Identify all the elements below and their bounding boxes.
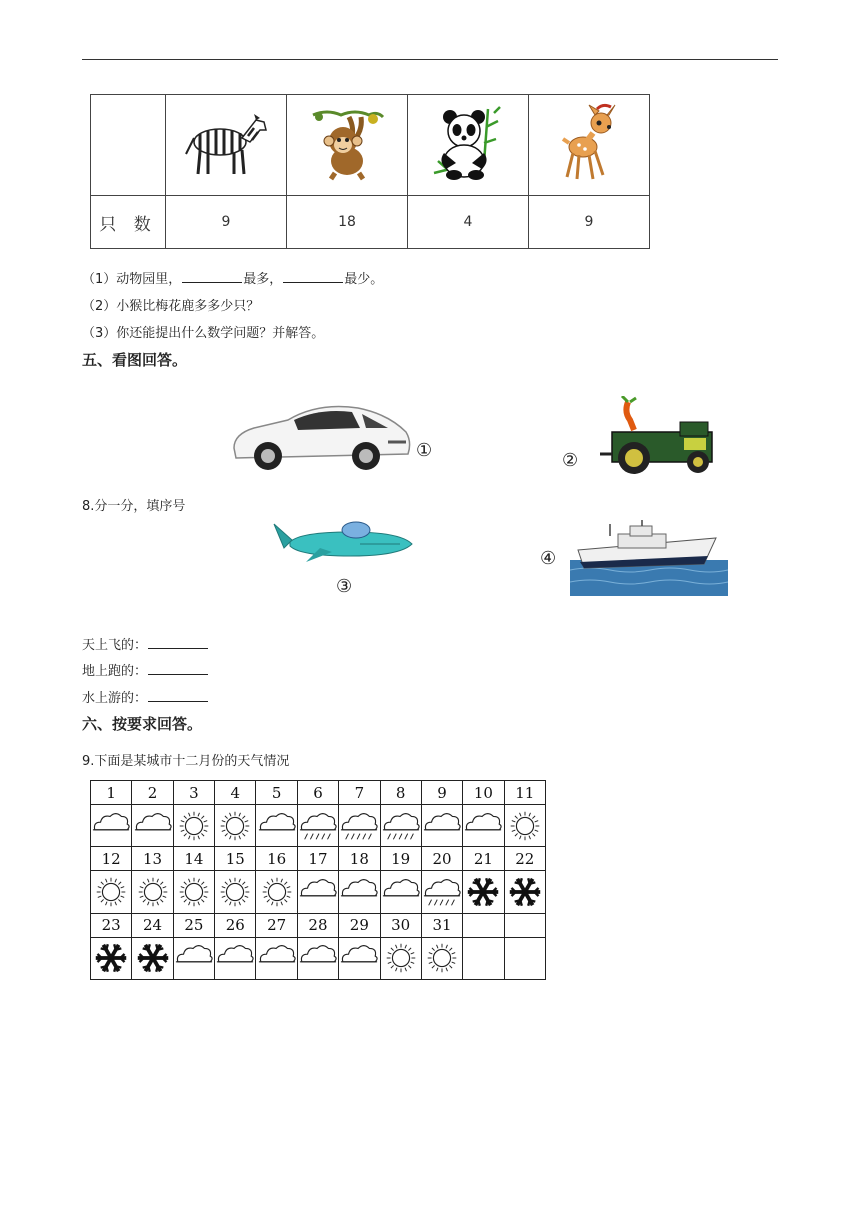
weather-date-cell: 25 bbox=[173, 913, 214, 937]
weather-date-cell: 18 bbox=[339, 847, 380, 871]
weather-icon-cell bbox=[421, 871, 462, 913]
monkey-icon bbox=[307, 105, 387, 181]
cloudy-icon bbox=[257, 808, 297, 844]
weather-icon-cell bbox=[91, 937, 132, 979]
weather-date-cell: 7 bbox=[339, 781, 380, 805]
tractor-icon bbox=[594, 396, 720, 476]
question-1-text-a: （1）动物园里， bbox=[82, 272, 182, 287]
car-icon bbox=[228, 398, 414, 474]
question-3: （3）你还能提出什么数学问题？并解答。 bbox=[82, 326, 325, 341]
section-6-title: 六、按要求回答。 bbox=[82, 715, 203, 733]
question-1 bbox=[82, 268, 383, 287]
weather-date-cell: 6 bbox=[297, 781, 338, 805]
problem-8: 8.分一分，填序号 bbox=[82, 499, 186, 514]
weather-date-cell: 22 bbox=[504, 847, 545, 871]
sunny-icon bbox=[505, 808, 545, 844]
monkey-count: 18 bbox=[287, 196, 408, 249]
weather-date-cell: 24 bbox=[132, 913, 173, 937]
cloudy-icon bbox=[339, 940, 379, 976]
label-3: ③ bbox=[336, 576, 353, 597]
question-1-text-c: 最少。 bbox=[344, 272, 384, 287]
answer-blank[interactable] bbox=[182, 269, 242, 283]
weather-date-row bbox=[91, 781, 546, 805]
sunny-icon bbox=[174, 808, 214, 844]
weather-icon-cell bbox=[132, 937, 173, 979]
weather-date-cell bbox=[504, 913, 545, 937]
weather-icon-cell bbox=[173, 871, 214, 913]
ship-icon bbox=[570, 520, 728, 596]
weather-date-cell: 2 bbox=[132, 781, 173, 805]
weather-icon-cell bbox=[215, 805, 256, 847]
weather-date-cell: 27 bbox=[256, 913, 297, 937]
weather-icon-cell bbox=[504, 871, 545, 913]
answer-blank[interactable] bbox=[148, 635, 208, 649]
weather-date-cell: 29 bbox=[339, 913, 380, 937]
weather-date-cell: 10 bbox=[463, 781, 504, 805]
weather-date-cell: 20 bbox=[421, 847, 462, 871]
weather-icon-cell bbox=[463, 871, 504, 913]
weather-date-cell: 31 bbox=[421, 913, 462, 937]
weather-date-cell: 30 bbox=[380, 913, 421, 937]
weather-icon-cell bbox=[256, 871, 297, 913]
weather-date-cell: 8 bbox=[380, 781, 421, 805]
rainy-icon bbox=[298, 808, 338, 844]
panda-icon bbox=[428, 103, 508, 183]
answer-fly-label: 天上飞的： bbox=[82, 638, 148, 653]
sunny-icon bbox=[257, 874, 297, 910]
weather-date-cell: 3 bbox=[173, 781, 214, 805]
deer-cell bbox=[529, 95, 650, 196]
question-1-text-b: 最多， bbox=[243, 272, 283, 287]
sunny-icon bbox=[174, 874, 214, 910]
weather-date-cell: 4 bbox=[215, 781, 256, 805]
weather-icon-cell bbox=[380, 937, 421, 979]
weather-date-cell: 5 bbox=[256, 781, 297, 805]
zebra-cell bbox=[166, 95, 287, 196]
weather-icon-cell bbox=[91, 805, 132, 847]
snowy-icon bbox=[505, 874, 545, 910]
cloudy-icon bbox=[174, 940, 214, 976]
weather-icon-row bbox=[91, 937, 546, 979]
question-2: （2）小猴比梅花鹿多多少只？ bbox=[82, 299, 260, 314]
rainy-icon bbox=[339, 808, 379, 844]
sunny-icon bbox=[215, 874, 255, 910]
weather-date-cell bbox=[463, 913, 504, 937]
table-corner-cell bbox=[91, 95, 166, 196]
weather-icon-cell bbox=[463, 937, 504, 979]
weather-icon-cell bbox=[339, 805, 380, 847]
weather-icon-cell bbox=[380, 871, 421, 913]
answer-swim-label: 水上游的： bbox=[82, 691, 148, 706]
monkey-cell bbox=[287, 95, 408, 196]
weather-date-cell: 13 bbox=[132, 847, 173, 871]
cloudy-icon bbox=[298, 940, 338, 976]
sunny-icon bbox=[215, 808, 255, 844]
weather-icon-cell bbox=[173, 937, 214, 979]
zebra-icon bbox=[180, 108, 272, 178]
weather-date-cell: 17 bbox=[297, 847, 338, 871]
weather-icon-cell bbox=[215, 871, 256, 913]
weather-icon-cell bbox=[380, 805, 421, 847]
sunny-icon bbox=[422, 940, 462, 976]
weather-date-cell: 9 bbox=[421, 781, 462, 805]
weather-date-cell: 1 bbox=[91, 781, 132, 805]
label-2: ② bbox=[562, 450, 579, 471]
weather-date-row bbox=[91, 913, 546, 937]
weather-icon-cell bbox=[173, 805, 214, 847]
airplane-icon bbox=[270, 518, 416, 564]
weather-date-cell: 15 bbox=[215, 847, 256, 871]
weather-icon-cell bbox=[421, 805, 462, 847]
snowy-icon bbox=[463, 874, 503, 910]
cloudy-icon bbox=[381, 874, 421, 910]
weather-calendar bbox=[90, 780, 546, 980]
weather-date-cell: 12 bbox=[91, 847, 132, 871]
label-1: ① bbox=[416, 440, 433, 461]
weather-icon-cell bbox=[297, 937, 338, 979]
sunny-icon bbox=[133, 874, 173, 910]
animal-count-table bbox=[90, 94, 650, 249]
weather-icon-cell bbox=[132, 871, 173, 913]
weather-icon-cell bbox=[421, 937, 462, 979]
panda-cell bbox=[408, 95, 529, 196]
zebra-count: 9 bbox=[166, 196, 287, 249]
weather-icon-cell bbox=[297, 805, 338, 847]
section-5-title: 五、看图回答。 bbox=[82, 351, 188, 369]
weather-icon-cell bbox=[256, 805, 297, 847]
weather-icon-cell bbox=[504, 805, 545, 847]
answer-swim bbox=[82, 687, 209, 706]
weather-date-cell: 14 bbox=[173, 847, 214, 871]
deer-icon bbox=[553, 103, 625, 183]
count-label-cell bbox=[91, 196, 166, 249]
weather-date-row bbox=[91, 847, 546, 871]
answer-fly bbox=[82, 634, 209, 653]
header-rule bbox=[82, 59, 778, 60]
cloudy-icon bbox=[215, 940, 255, 976]
weather-icon-cell bbox=[132, 805, 173, 847]
cloudy-icon bbox=[339, 874, 379, 910]
snowy-icon bbox=[91, 940, 131, 976]
cloudy-icon bbox=[422, 808, 462, 844]
cloudy-icon bbox=[133, 808, 173, 844]
weather-icon-cell bbox=[256, 937, 297, 979]
weather-date-cell: 28 bbox=[297, 913, 338, 937]
answer-blank[interactable] bbox=[148, 688, 208, 702]
sunny-icon bbox=[91, 874, 131, 910]
weather-date-cell: 23 bbox=[91, 913, 132, 937]
cloudy-icon bbox=[463, 808, 503, 844]
weather-date-cell: 21 bbox=[463, 847, 504, 871]
weather-icon-cell bbox=[339, 871, 380, 913]
weather-date-cell: 26 bbox=[215, 913, 256, 937]
weather-icon-cell bbox=[297, 871, 338, 913]
weather-icon-cell bbox=[215, 937, 256, 979]
weather-icon-row bbox=[91, 805, 546, 847]
problem-9: 9.下面是某城市十二月份的天气情况 bbox=[82, 754, 290, 769]
answer-blank[interactable] bbox=[283, 269, 343, 283]
answer-run bbox=[82, 660, 209, 679]
label-4: ④ bbox=[540, 548, 557, 569]
answer-run-label: 地上跑的： bbox=[82, 664, 148, 679]
weather-icon-cell bbox=[504, 937, 545, 979]
rainy-icon bbox=[422, 874, 462, 910]
sunny-icon bbox=[381, 940, 421, 976]
cloudy-icon bbox=[257, 940, 297, 976]
weather-icon-cell bbox=[463, 805, 504, 847]
cloudy-icon bbox=[91, 808, 131, 844]
answer-blank[interactable] bbox=[148, 661, 208, 675]
count-label: 只 数 bbox=[99, 214, 157, 235]
weather-icon-cell bbox=[91, 871, 132, 913]
weather-date-cell: 19 bbox=[380, 847, 421, 871]
snowy-icon bbox=[133, 940, 173, 976]
weather-date-cell: 16 bbox=[256, 847, 297, 871]
cloudy-icon bbox=[298, 874, 338, 910]
weather-icon-row bbox=[91, 871, 546, 913]
weather-icon-cell bbox=[339, 937, 380, 979]
deer-count: 9 bbox=[529, 196, 650, 249]
weather-date-cell: 11 bbox=[504, 781, 545, 805]
panda-count: 4 bbox=[408, 196, 529, 249]
rainy-icon bbox=[381, 808, 421, 844]
